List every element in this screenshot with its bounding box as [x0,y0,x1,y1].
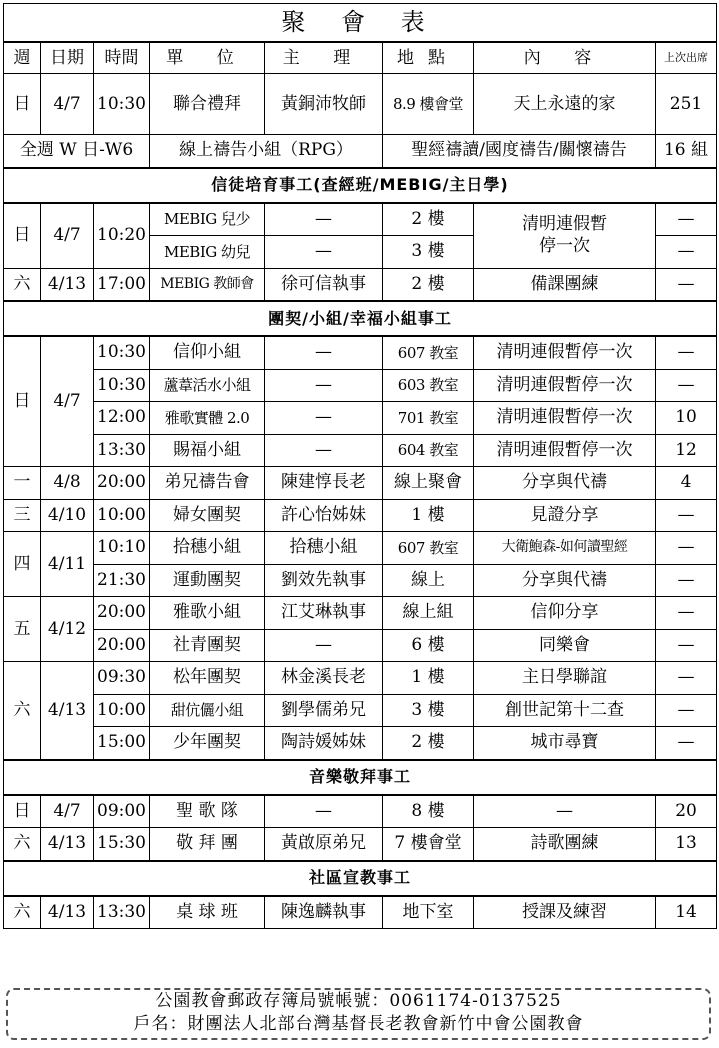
cell-unit: 婦女團契 [150,499,265,532]
table-row [4,268,717,301]
cell-time: 10:20 [94,203,150,269]
cell-leader: — [265,336,383,369]
cell-time: 13:30 [94,434,150,467]
cell-date: 4/7 [41,203,94,269]
section-row [4,760,717,795]
cell-week: 日 [4,336,41,467]
cell-content: 分享與代禱 [474,467,656,500]
section-title-music: 音樂敬拜事工 [4,760,717,795]
cell-leader: 黃啟原弟兄 [265,828,383,861]
cell-date: 4/13 [41,896,94,929]
cell-date: 4/7 [41,74,94,135]
cell-place: 2 樓 [383,203,474,236]
cell-date: 4/7 [41,336,94,467]
cell-place: 3 樓 [383,694,474,727]
cell-count: — [656,236,717,269]
cell-leader: 陳建惇長老 [265,467,383,500]
table-row [4,795,717,828]
cell-time: 09:30 [94,662,150,695]
cell-unit: 聯合禮拜 [150,74,265,135]
cell-leader: 林金溪長老 [265,662,383,695]
cell-unit: MEBIG 幼兒 [150,236,265,269]
cell-week: 日 [4,795,41,828]
cell-place: 607 教室 [383,336,474,369]
table-row [4,597,717,630]
cell-leader: — [265,236,383,269]
postal-account-line: 公園教會郵政存簿局號帳號：0061174-0137525 [155,991,562,1011]
cell-leader: — [265,434,383,467]
cell-count: — [656,629,717,662]
cell-unit: MEBIG 兒少 [150,203,265,236]
header-leader: 主 理 [265,42,383,74]
cell-date: 4/8 [41,467,94,500]
cell-date: 4/12 [41,597,94,662]
cell-leader: 劉學儒弟兄 [265,694,383,727]
cell-count: — [656,203,717,236]
header-unit: 單 位 [150,42,265,74]
section-row [4,301,717,336]
cell-place: 2 樓 [383,727,474,760]
cell-count: 4 [656,467,717,500]
cell-week: 一 [4,467,41,500]
table-row [4,203,717,236]
cell-count: 10 [656,402,717,435]
cell-content: 清明連假暫停一次 [474,402,656,435]
cell-place: 607 教室 [383,532,474,565]
table-row [4,629,717,662]
cell-unit: 拾穗小組 [150,532,265,565]
cell-leader: — [265,402,383,435]
cell-place: 線上組 [383,597,474,630]
cell-content: 天上永遠的家 [474,74,656,135]
cell-week: 六 [4,662,41,760]
cell-place: 7 樓會堂 [383,828,474,861]
cell-unit: 弟兄禱告會 [150,467,265,500]
cell-content: 清明連假暫停一次 [474,336,656,369]
cell-count: 16 組 [656,135,717,168]
cell-leader: 許心怡姊妹 [265,499,383,532]
cell-leader: — [265,369,383,402]
table-row [4,532,717,565]
cell-date: 4/7 [41,795,94,828]
section-row [4,168,717,203]
cell-content: — [474,795,656,828]
table-row [4,727,717,760]
table-row [4,694,717,727]
cell-week: 六 [4,268,41,301]
cell-place: 6 樓 [383,629,474,662]
cell-unit: 蘆葦活水小組 [150,369,265,402]
table-row [4,662,717,695]
cell-week: 四 [4,532,41,597]
cell-place: 3 樓 [383,236,474,269]
page-title: 聚 會 表 [4,4,717,43]
cell-unit: 雅歌小組 [150,597,265,630]
section-row [4,861,717,896]
cell-time: 09:00 [94,795,150,828]
cell-week: 日 [4,203,41,269]
cell-count: 13 [656,828,717,861]
cell-content: 主日學聯誼 [474,662,656,695]
cell-date: 4/13 [41,828,94,861]
cell-unit: 聖 歌 隊 [150,795,265,828]
cell-time: 21:30 [94,564,150,597]
cell-count: — [656,694,717,727]
cell-date: 4/10 [41,499,94,532]
cell-place: 701 教室 [383,402,474,435]
cell-unit: 敬 拜 團 [150,828,265,861]
cell-leader: 江艾琳執事 [265,597,383,630]
header-time: 時間 [94,42,150,74]
cell-count: 14 [656,896,717,929]
cell-time: 10:00 [94,499,150,532]
cell-time: 10:30 [94,336,150,369]
header-row [4,42,717,74]
table-row [4,336,717,369]
cell-count: — [656,369,717,402]
table-row [4,434,717,467]
cell-count: — [656,727,717,760]
cell-count: 20 [656,795,717,828]
cell-time: 20:00 [94,629,150,662]
cell-content: 授課及練習 [474,896,656,929]
table-row [4,564,717,597]
cell-leader: 黃銅沛牧師 [265,74,383,135]
table-row [4,402,717,435]
cell-time: 17:00 [94,268,150,301]
cell-unit: 桌 球 班 [150,896,265,929]
cell-content: 大衛鮑森-如何讀聖經 [474,532,656,565]
cell-date: 4/13 [41,268,94,301]
section-title-fellowship: 團契/小組/幸福小組事工 [4,301,717,336]
cell-week: 六 [4,828,41,861]
cell-leader: 拾穗小組 [265,532,383,565]
cell-place: 線上 [383,564,474,597]
cell-leader: — [265,629,383,662]
cell-leader: 陶詩媛姊妹 [265,727,383,760]
cell-unit: 社青團契 [150,629,265,662]
title-row [4,4,717,43]
header-week: 週 [4,42,41,74]
cell-week: 三 [4,499,41,532]
meeting-schedule [3,3,716,929]
table-row [4,896,717,929]
cell-content: 清明連假暫停一次 [474,434,656,467]
table-row [4,467,717,500]
cell-count: 251 [656,74,717,135]
section-title-training: 信徒培育事工(查經班/MEBIG/主日學) [4,168,717,203]
cell-content: 同樂會 [474,629,656,662]
schedule-table [3,3,717,929]
cell-week: 五 [4,597,41,662]
cell-place: 8.9 樓會堂 [383,74,474,135]
cell-leader: — [265,203,383,236]
cell-count: — [656,268,717,301]
cell-content: 見證分享 [474,499,656,532]
cell-leader: 劉效先執事 [265,564,383,597]
cell-place: 8 樓 [383,795,474,828]
cell-time: 10:30 [94,369,150,402]
cell-place: 603 教室 [383,369,474,402]
cell-time: 10:00 [94,694,150,727]
cell-time: 15:30 [94,828,150,861]
cell-content: 備課團練 [474,268,656,301]
table-row [4,369,717,402]
cell-place: 2 樓 [383,268,474,301]
cell-leader: 徐可信執事 [265,268,383,301]
cell-content: 創世記第十二查 [474,694,656,727]
cell-content: 清明連假暫停一次 [474,203,656,269]
cell-time: 10:10 [94,532,150,565]
cell-content: 清明連假暫停一次 [474,369,656,402]
cell-count: — [656,597,717,630]
cell-leader: 陳逸麟執事 [265,896,383,929]
cell-content: 詩歌團練 [474,828,656,861]
cell-date: 4/13 [41,662,94,760]
cell-time: 20:00 [94,467,150,500]
header-last-attendance: 上次出席 [656,42,717,74]
cell-count: 12 [656,434,717,467]
cell-week: 六 [4,896,41,929]
account-info-box [6,988,711,1040]
table-row [4,828,717,861]
header-place: 地點 [383,42,474,74]
header-date: 日期 [41,42,94,74]
cell-place: 地下室 [383,896,474,929]
cell-unit: 松年團契 [150,662,265,695]
cell-time: 13:30 [94,896,150,929]
cell-count: — [656,336,717,369]
worship-row [4,74,717,135]
cell-unit: 雅歌實體 2.0 [150,402,265,435]
section-title-community: 社區宣教事工 [4,861,717,896]
cell-time: 20:00 [94,597,150,630]
cell-period: 全週 W 日-W6 [4,135,150,168]
cell-place: 1 樓 [383,662,474,695]
cell-time: 10:30 [94,74,150,135]
cell-unit: MEBIG 教師會 [150,268,265,301]
cell-time: 12:00 [94,402,150,435]
account-name-line: 戶名：財團法人北部台灣基督長老教會新竹中會公園教會 [133,1014,584,1034]
cell-count: — [656,499,717,532]
cell-week: 日 [4,74,41,135]
cell-unit: 信仰小組 [150,336,265,369]
cell-count: — [656,662,717,695]
header-content: 內 容 [474,42,656,74]
cell-place: 604 教室 [383,434,474,467]
cell-content: 分享與代禱 [474,564,656,597]
cell-content: 城市尋寶 [474,727,656,760]
cell-content: 信仰分享 [474,597,656,630]
cell-count: — [656,532,717,565]
cell-unit: 少年團契 [150,727,265,760]
table-row [4,499,717,532]
cell-place: 線上聚會 [383,467,474,500]
cell-content: 聖經禱讀/國度禱告/關懷禱告 [383,135,656,168]
online-prayer-row [4,135,717,168]
cell-unit: 甜伉儷小組 [150,694,265,727]
cell-time: 15:00 [94,727,150,760]
cell-date: 4/11 [41,532,94,597]
cell-unit: 賜福小組 [150,434,265,467]
cell-unit: 線上禱告小組（RPG） [150,135,383,168]
cell-leader: — [265,795,383,828]
cell-place: 1 樓 [383,499,474,532]
cell-unit: 運動團契 [150,564,265,597]
cell-count: — [656,564,717,597]
